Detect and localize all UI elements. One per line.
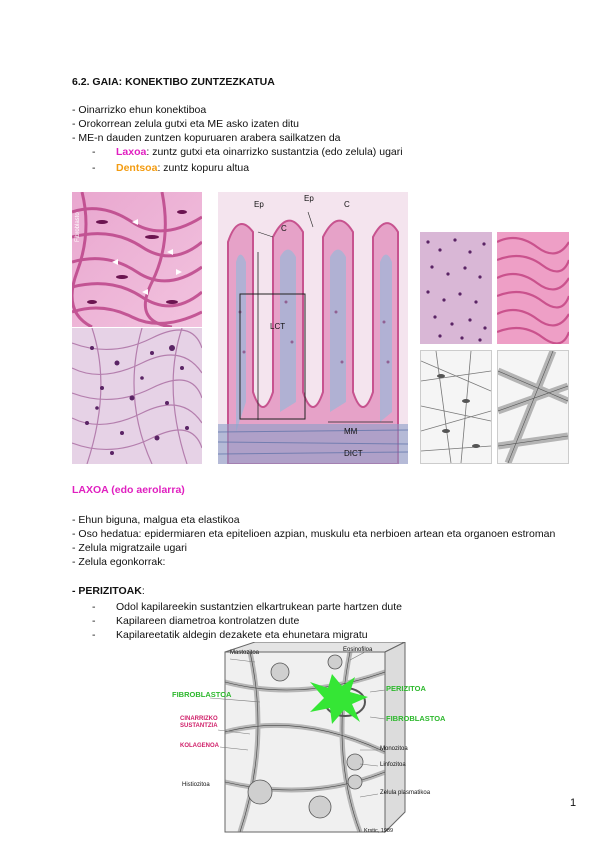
perizitoak-item: - Kapilareetatik aldegin dezakete eta ehunetara migratu <box>92 629 368 641</box>
intro-bullet: - Orokorrean zelula gutxi eta ME asko izaten ditu <box>72 118 300 130</box>
diagram-dense-small <box>497 350 569 464</box>
type-desc: : zuntz kopuru altua <box>157 162 250 174</box>
micrograph-loose-small <box>420 232 492 344</box>
perizitoak-heading <box>72 584 145 598</box>
micrograph-dense-small <box>497 232 569 344</box>
item-text: Odol kapilareekin sustantzien elkartrukean parte hartzen dute <box>116 601 403 613</box>
type-name: Dentsoa <box>116 162 158 174</box>
micrograph-dense-fibroblast <box>72 192 202 327</box>
label-ep: Ep <box>254 200 264 209</box>
intro-bullet: - ME-n dauden zuntzen kopuruaren arabera sailkatzen da <box>72 132 341 144</box>
page-number: 1 <box>570 797 577 809</box>
perizitoak-title: - PERIZITOAK <box>72 585 142 597</box>
item-text: Kapilareen diametroa kontrolatzen dute <box>116 615 300 627</box>
section-heading: LAXOA (edo aerolarra) <box>72 484 185 496</box>
label-sustantzia: SUSTANTZIA <box>180 723 218 729</box>
label-c: C <box>344 200 350 209</box>
label-monozitoa: Monozitoa <box>380 746 408 752</box>
label-c: C <box>281 224 287 233</box>
laxoa-bullet: - Zelula egonkorrak: <box>72 556 166 568</box>
type-dentsoa <box>92 161 249 175</box>
label-ep: Ep <box>304 194 314 203</box>
label-dict: DICT <box>344 449 363 458</box>
perizitoak-item: - Odol kapilareekin sustantzien elkartrukean parte hartzen dute <box>92 601 403 613</box>
label-perizitoa: PERIZITOA <box>386 684 426 693</box>
item-text: Kapilareetatik aldegin dezakete eta ehunetara migratu <box>116 629 368 641</box>
laxoa-bullet: - Ehun biguna, malgua eta elastikoa <box>72 514 240 526</box>
diagram-loose-small <box>420 350 492 464</box>
type-name: Laxoa <box>116 146 147 158</box>
laxoa-bullet: - Oso hedatua: epidermiaren eta epitelioen azpian, muskulu eta nerbioen artean eta organoen estroman <box>72 528 556 540</box>
label-zelula-plasmatikoa: Zelula plasmatikoa <box>380 790 431 796</box>
label-kolagenoa: KOLAGENOA <box>180 743 219 749</box>
intro-bullet: - Oinarrizko ehun konektiboa <box>72 104 207 116</box>
label-histiozitoa: Histiozitoa <box>182 782 210 788</box>
label-mm: MM <box>344 427 358 436</box>
type-laxoa <box>92 145 403 159</box>
label-eosinofiloa: Eosinofiloa <box>343 647 373 653</box>
side-label: Fibroblasto <box>75 212 81 242</box>
label-fibroblastoa-right: FIBROBLASTOA <box>386 714 446 723</box>
label-mastozitoa: Mastozitoa <box>230 650 260 656</box>
micrograph-loose-tissue <box>72 328 202 464</box>
label-linfozitoa: Linfozitoa <box>380 762 406 768</box>
label-cinarrizko: CINARRIZKO <box>180 716 218 722</box>
perizitoak-item: - Kapilareen diametroa kontrolatzen dute <box>92 615 300 627</box>
laxoa-bullet: - Zelula migratzaile ugari <box>72 542 187 554</box>
figure-credit: Krstic, 1989 <box>364 828 394 834</box>
connective-tissue-diagram <box>160 642 460 842</box>
page-title: 6.2. GAIA: KONEKTIBO ZUNTZEZKATUA <box>72 76 275 88</box>
label-fibroblastoa-left: FIBROBLASTOA <box>172 690 232 699</box>
dash: - <box>92 162 96 174</box>
micrograph-intestine <box>218 192 408 464</box>
colon: : <box>141 585 145 597</box>
type-desc: : zuntz gutxi eta oinarrizko sustantzia (edo zelula) ugari <box>146 146 403 158</box>
label-lct: LCT <box>270 322 286 331</box>
dash: - <box>92 146 96 158</box>
